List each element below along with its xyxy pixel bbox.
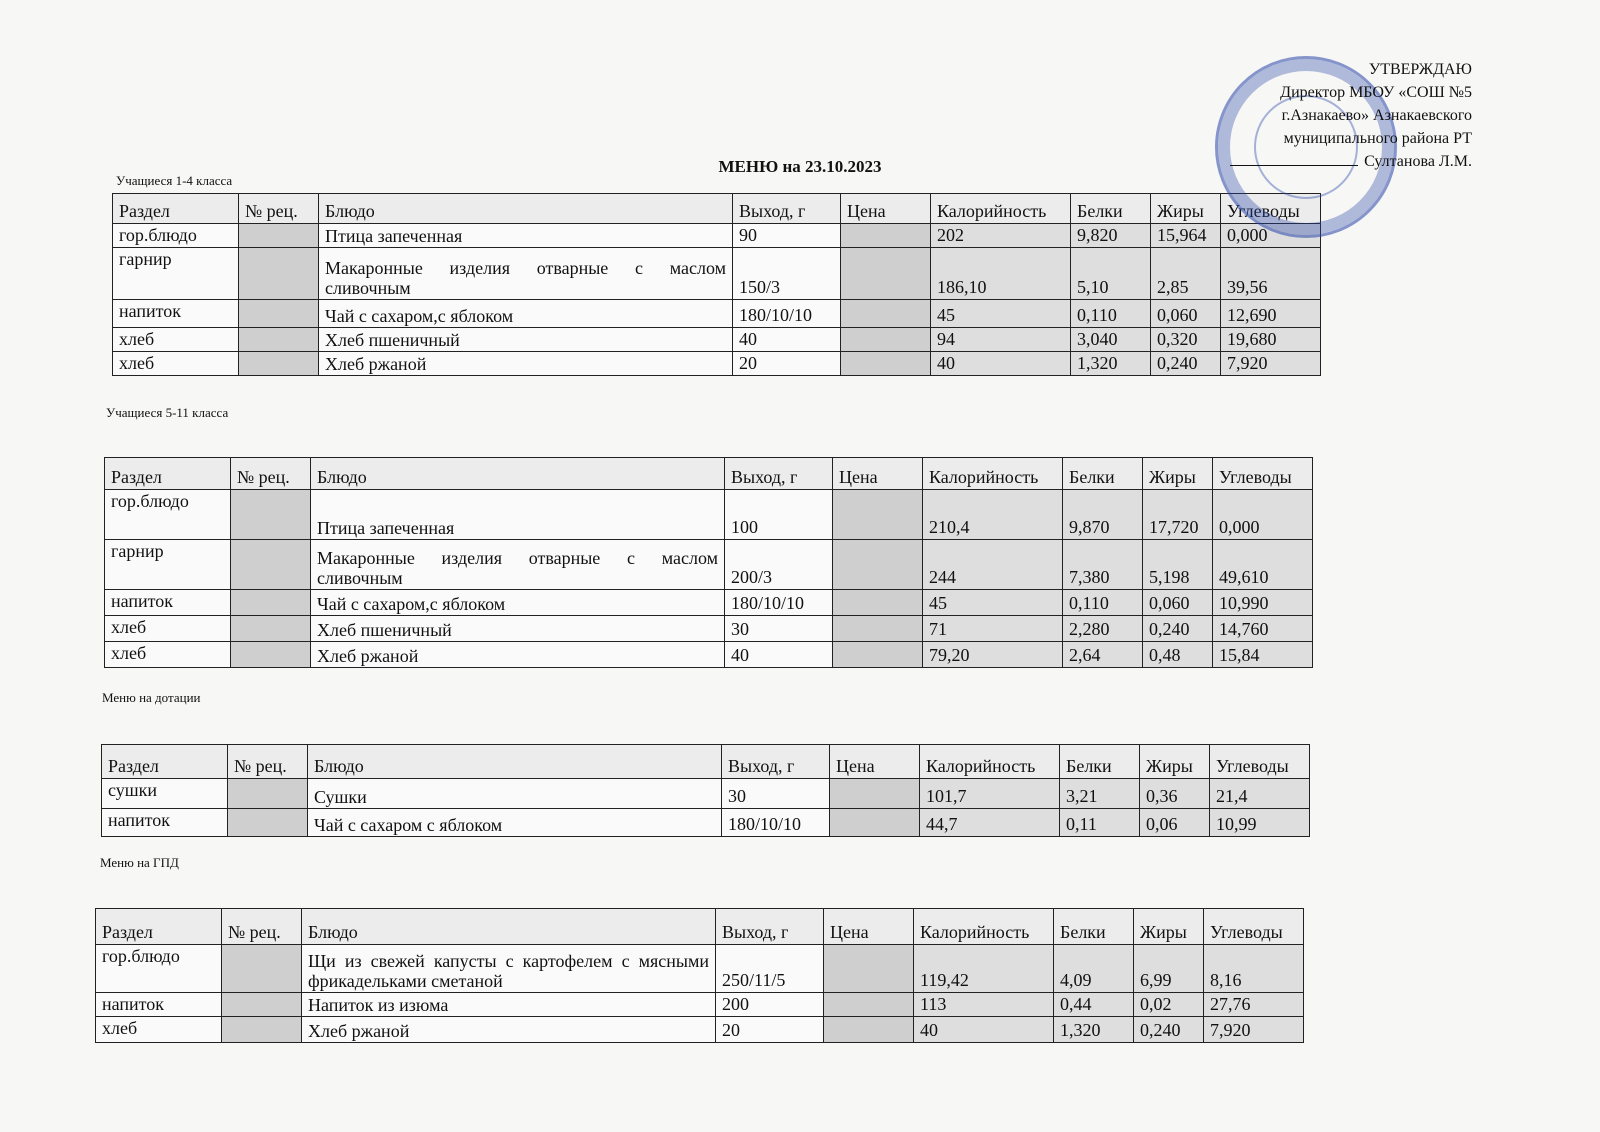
- cell-dish: Птица запеченная: [311, 490, 725, 540]
- header-recipe: № рец.: [222, 909, 302, 945]
- cell-price: [824, 945, 914, 993]
- cell-output: 100: [725, 490, 833, 540]
- table-header-row: [113, 194, 1321, 224]
- cell-protein: 1,320: [1071, 352, 1151, 376]
- cell-calories: 119,42: [914, 945, 1054, 993]
- cell-section: гарнир: [105, 540, 231, 590]
- cell-carbs: 15,84: [1213, 642, 1313, 668]
- cell-price: [833, 590, 923, 616]
- header-recipe: № рец.: [228, 745, 308, 779]
- cell-output: 30: [722, 779, 830, 809]
- approval-district: муниципального района РТ: [1283, 130, 1472, 147]
- cell-protein: 3,21: [1060, 779, 1140, 809]
- table-row: [105, 490, 1313, 540]
- approval-director: Директор МБОУ «СОШ №5: [1280, 84, 1472, 101]
- cell-calories: 210,4: [923, 490, 1063, 540]
- cell-dish: Хлеб пшеничный: [319, 328, 733, 352]
- cell-output: 150/3: [733, 248, 841, 300]
- table-row: [105, 540, 1313, 590]
- header-fat: Жиры: [1143, 458, 1213, 490]
- approval-signature-line: [1230, 150, 1472, 173]
- cell-recipe: [222, 1017, 302, 1043]
- cell-calories: 44,7: [920, 809, 1060, 837]
- cell-protein: 0,110: [1063, 590, 1143, 616]
- cell-dish: Чай с сахаром с яблоком: [308, 809, 722, 837]
- cell-carbs: 7,920: [1204, 1017, 1304, 1043]
- table-row: [113, 352, 1321, 376]
- header-output: Выход, г: [716, 909, 824, 945]
- cell-fat: 0,060: [1143, 590, 1213, 616]
- cell-calories: 40: [914, 1017, 1054, 1043]
- cell-carbs: 10,99: [1210, 809, 1310, 837]
- cell-section: гор.блюдо: [105, 490, 231, 540]
- cell-dish: Хлеб ржаной: [319, 352, 733, 376]
- cell-protein: 3,040: [1071, 328, 1151, 352]
- cell-section: напиток: [96, 993, 222, 1017]
- section-label: Меню на ГПД: [100, 855, 179, 870]
- header-section: Раздел: [105, 458, 231, 490]
- cell-carbs: 21,4: [1210, 779, 1310, 809]
- cell-section: хлеб: [113, 352, 239, 376]
- approval-block: [1230, 58, 1472, 173]
- table-row: [113, 224, 1321, 248]
- header-carbs: Углеводы: [1213, 458, 1313, 490]
- cell-price: [841, 300, 931, 328]
- cell-recipe: [231, 616, 311, 642]
- cell-price: [841, 248, 931, 300]
- table-row: [113, 248, 1321, 300]
- header-calories: Калорийность: [931, 194, 1071, 224]
- table-row: [105, 616, 1313, 642]
- header-dish: Блюдо: [311, 458, 725, 490]
- cell-output: 180/10/10: [725, 590, 833, 616]
- cell-protein: 2,64: [1063, 642, 1143, 668]
- cell-price: [833, 642, 923, 668]
- cell-protein: 0,11: [1060, 809, 1140, 837]
- approval-school: г.Азнакаево» Азнакаевского: [1281, 107, 1472, 124]
- cell-recipe: [239, 352, 319, 376]
- cell-calories: 101,7: [920, 779, 1060, 809]
- header-output: Выход, г: [733, 194, 841, 224]
- cell-carbs: 49,610: [1213, 540, 1313, 590]
- table-header-row: [105, 458, 1313, 490]
- cell-protein: 7,380: [1063, 540, 1143, 590]
- cell-dish: Хлеб пшеничный: [311, 616, 725, 642]
- cell-protein: 0,44: [1054, 993, 1134, 1017]
- header-calories: Калорийность: [920, 745, 1060, 779]
- table-row: [102, 809, 1310, 837]
- cell-recipe: [239, 328, 319, 352]
- cell-dish: Щи из свежей капусты с картофелем с мясными фрикадельками сметаной: [302, 945, 716, 993]
- header-protein: Белки: [1054, 909, 1134, 945]
- cell-section: хлеб: [113, 328, 239, 352]
- cell-recipe: [231, 490, 311, 540]
- cell-output: 200: [716, 993, 824, 1017]
- table-row: [105, 590, 1313, 616]
- cell-fat: 0,240: [1134, 1017, 1204, 1043]
- cell-protein: 9,820: [1071, 224, 1151, 248]
- header-section: Раздел: [96, 909, 222, 945]
- cell-calories: 45: [923, 590, 1063, 616]
- cell-calories: 113: [914, 993, 1054, 1017]
- header-dish: Блюдо: [302, 909, 716, 945]
- header-output: Выход, г: [722, 745, 830, 779]
- header-carbs: Углеводы: [1210, 745, 1310, 779]
- header-output: Выход, г: [725, 458, 833, 490]
- header-calories: Калорийность: [923, 458, 1063, 490]
- cell-fat: 0,240: [1151, 352, 1221, 376]
- cell-calories: 71: [923, 616, 1063, 642]
- cell-dish: Макаронные изделия отварные с маслом сливочным: [311, 540, 725, 590]
- header-price: Цена: [830, 745, 920, 779]
- cell-section: гарнир: [113, 248, 239, 300]
- cell-recipe: [239, 248, 319, 300]
- cell-fat: 0,48: [1143, 642, 1213, 668]
- cell-calories: 45: [931, 300, 1071, 328]
- cell-section: напиток: [113, 300, 239, 328]
- cell-carbs: 0,000: [1221, 224, 1321, 248]
- cell-price: [824, 1017, 914, 1043]
- header-section: Раздел: [102, 745, 228, 779]
- table-row: [96, 1017, 1304, 1043]
- menu-table: [95, 908, 1304, 1043]
- cell-price: [830, 809, 920, 837]
- cell-output: 40: [733, 328, 841, 352]
- header-recipe: № рец.: [239, 194, 319, 224]
- cell-section: гор.блюдо: [96, 945, 222, 993]
- cell-carbs: 14,760: [1213, 616, 1313, 642]
- cell-fat: 0,36: [1140, 779, 1210, 809]
- cell-protein: 0,110: [1071, 300, 1151, 328]
- cell-calories: 40: [931, 352, 1071, 376]
- cell-section: сушки: [102, 779, 228, 809]
- cell-protein: 1,320: [1054, 1017, 1134, 1043]
- cell-protein: 4,09: [1054, 945, 1134, 993]
- cell-dish: Хлеб ржаной: [302, 1017, 716, 1043]
- header-fat: Жиры: [1140, 745, 1210, 779]
- header-calories: Калорийность: [914, 909, 1054, 945]
- section-label: Учащиеся 1-4 класса: [116, 173, 233, 188]
- cell-fat: 2,85: [1151, 248, 1221, 300]
- section-label: Учащиеся 5-11 класса: [106, 405, 229, 420]
- cell-price: [841, 328, 931, 352]
- cell-fat: 0,060: [1151, 300, 1221, 328]
- cell-recipe: [222, 993, 302, 1017]
- table-row: [96, 945, 1304, 993]
- cell-dish: Макаронные изделия отварные с маслом сливочным: [319, 248, 733, 300]
- cell-fat: 0,02: [1134, 993, 1204, 1017]
- cell-recipe: [239, 300, 319, 328]
- menu-table: [101, 744, 1310, 837]
- cell-carbs: 12,690: [1221, 300, 1321, 328]
- table-header-row: [102, 745, 1310, 779]
- cell-carbs: 8,16: [1204, 945, 1304, 993]
- header-protein: Белки: [1071, 194, 1151, 224]
- cell-fat: 0,320: [1151, 328, 1221, 352]
- signature-underline: [1230, 151, 1358, 166]
- cell-carbs: 7,920: [1221, 352, 1321, 376]
- cell-price: [830, 779, 920, 809]
- cell-section: хлеб: [96, 1017, 222, 1043]
- cell-output: 30: [725, 616, 833, 642]
- document-title: МЕНЮ на 23.10.2023: [718, 157, 882, 176]
- header-carbs: Углеводы: [1221, 194, 1321, 224]
- cell-dish: Сушки: [308, 779, 722, 809]
- header-dish: Блюдо: [319, 194, 733, 224]
- cell-output: 250/11/5: [716, 945, 824, 993]
- cell-section: напиток: [105, 590, 231, 616]
- cell-fat: 15,964: [1151, 224, 1221, 248]
- cell-recipe: [228, 779, 308, 809]
- cell-fat: 17,720: [1143, 490, 1213, 540]
- cell-price: [824, 993, 914, 1017]
- cell-dish: Хлеб ржаной: [311, 642, 725, 668]
- cell-protein: 5,10: [1071, 248, 1151, 300]
- header-carbs: Углеводы: [1204, 909, 1304, 945]
- cell-dish: Чай с сахаром,с яблоком: [311, 590, 725, 616]
- cell-price: [841, 352, 931, 376]
- cell-carbs: 39,56: [1221, 248, 1321, 300]
- cell-recipe: [228, 809, 308, 837]
- cell-carbs: 19,680: [1221, 328, 1321, 352]
- cell-price: [841, 224, 931, 248]
- cell-calories: 202: [931, 224, 1071, 248]
- section-label: Меню на дотации: [102, 690, 201, 705]
- header-price: Цена: [833, 458, 923, 490]
- approval-signature-name: Султанова Л.М.: [1364, 153, 1472, 170]
- cell-fat: 5,198: [1143, 540, 1213, 590]
- header-protein: Белки: [1060, 745, 1140, 779]
- cell-recipe: [231, 540, 311, 590]
- cell-section: напиток: [102, 809, 228, 837]
- cell-output: 180/10/10: [733, 300, 841, 328]
- cell-price: [833, 540, 923, 590]
- table-row: [113, 300, 1321, 328]
- cell-dish: Птица запеченная: [319, 224, 733, 248]
- header-fat: Жиры: [1151, 194, 1221, 224]
- cell-calories: 79,20: [923, 642, 1063, 668]
- cell-output: 180/10/10: [722, 809, 830, 837]
- cell-price: [833, 616, 923, 642]
- cell-carbs: 10,990: [1213, 590, 1313, 616]
- table-row: [102, 779, 1310, 809]
- header-section: Раздел: [113, 194, 239, 224]
- cell-calories: 186,10: [931, 248, 1071, 300]
- header-protein: Белки: [1063, 458, 1143, 490]
- table-row: [96, 993, 1304, 1017]
- cell-calories: 244: [923, 540, 1063, 590]
- cell-section: хлеб: [105, 616, 231, 642]
- cell-carbs: 27,76: [1204, 993, 1304, 1017]
- cell-fat: 6,99: [1134, 945, 1204, 993]
- table-row: [113, 328, 1321, 352]
- approval-heading: УТВЕРЖДАЮ: [1368, 61, 1472, 78]
- menu-table: [112, 193, 1321, 376]
- cell-fat: 0,240: [1143, 616, 1213, 642]
- cell-calories: 94: [931, 328, 1071, 352]
- cell-carbs: 0,000: [1213, 490, 1313, 540]
- cell-recipe: [231, 590, 311, 616]
- table-row: [105, 642, 1313, 668]
- header-recipe: № рец.: [231, 458, 311, 490]
- table-header-row: [96, 909, 1304, 945]
- header-fat: Жиры: [1134, 909, 1204, 945]
- cell-fat: 0,06: [1140, 809, 1210, 837]
- header-dish: Блюдо: [308, 745, 722, 779]
- menu-table: [104, 457, 1313, 668]
- header-price: Цена: [824, 909, 914, 945]
- header-price: Цена: [841, 194, 931, 224]
- cell-output: 20: [733, 352, 841, 376]
- cell-section: гор.блюдо: [113, 224, 239, 248]
- cell-recipe: [239, 224, 319, 248]
- cell-price: [833, 490, 923, 540]
- cell-dish: Чай с сахаром,с яблоком: [319, 300, 733, 328]
- cell-recipe: [231, 642, 311, 668]
- cell-section: хлеб: [105, 642, 231, 668]
- cell-recipe: [222, 945, 302, 993]
- cell-output: 200/3: [725, 540, 833, 590]
- cell-protein: 9,870: [1063, 490, 1143, 540]
- cell-output: 90: [733, 224, 841, 248]
- cell-output: 40: [725, 642, 833, 668]
- cell-protein: 2,280: [1063, 616, 1143, 642]
- cell-output: 20: [716, 1017, 824, 1043]
- cell-dish: Напиток из изюма: [302, 993, 716, 1017]
